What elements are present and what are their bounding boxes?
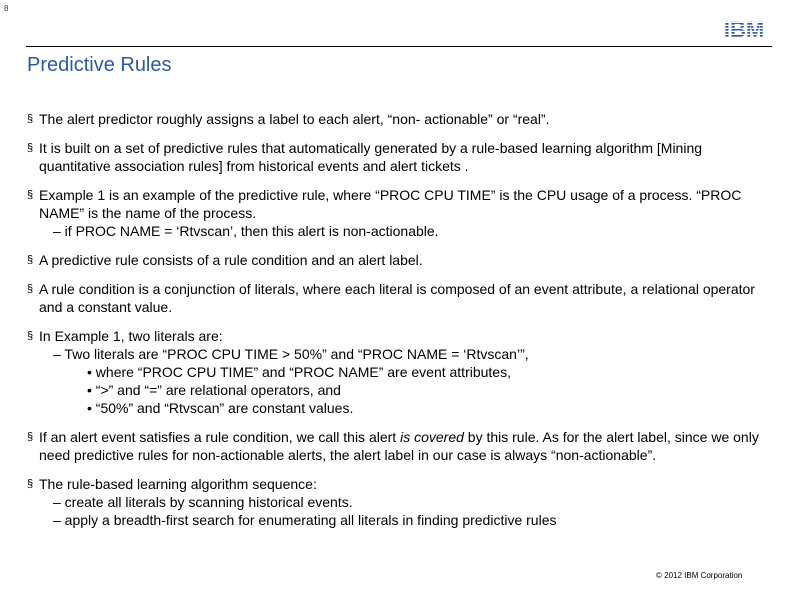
sub-item: – apply a breadth-first search for enumerating all literals in finding predictive rules xyxy=(53,512,557,528)
emphasis-text: is covered xyxy=(400,429,464,445)
sub-item: – Two literals are “PROC CPU TIME > 50%” and “PROC NAME = ‘Rtvscan’”, xyxy=(53,346,529,362)
bullet-1: § The alert predictor roughly assigns a label to each alert, “non- actionable” or “real”. xyxy=(27,110,772,128)
logo-text: IBM xyxy=(723,17,765,41)
bullet-8: § The rule-based learning algorithm sequence: – create all literals by scanning historical events. – apply a breadth-first search for enumerating all literals in finding predictive rules xyxy=(27,475,772,529)
bullet-7: § If an alert event satisfies a rule condition, we call this alert is covered by this rule. As for the alert label, since we only need predictive rules for non-actionable alerts, the alert label in our case is always “non-actionable”. xyxy=(27,428,772,464)
bullet-6: § In Example 1, two literals are: – Two literals are “PROC CPU TIME > 50%” and “PROC NAME = ‘Rtvscan’”, • where “PROC CPU TIME” and “PROC NAME” are event attributes, • “>” and “=” are relational operators, and • “50%” and “Rtvscan” are constant values. xyxy=(27,327,772,417)
sub-sub-item: • “50%” and “Rtvscan” are constant values. xyxy=(87,400,354,416)
bullet-4: § A predictive rule consists of a rule condition and an alert label. xyxy=(27,251,772,269)
bullet-3: § Example 1 is an example of the predictive rule, where “PROC CPU TIME” is the CPU usage of a process. “PROC NAME” is the name of the process. – if PROC NAME = ‘Rtvscan’, then this alert is non-actionable. xyxy=(27,186,772,240)
sub-item: – create all literals by scanning historical events. xyxy=(53,494,353,510)
sub-sub-item: • “>” and “=” are relational operators, and xyxy=(87,382,341,398)
slide-title: Predictive Rules xyxy=(27,54,172,76)
sub-item: – if PROC NAME = ‘Rtvscan’, then this alert is non-actionable. xyxy=(53,223,439,239)
ibm-logo xyxy=(716,17,772,41)
bullet-5: § A rule condition is a conjunction of literals, where each literal is composed of an event attribute, a relational operator and a constant value. xyxy=(27,280,772,316)
sub-sub-item: • where “PROC CPU TIME” and “PROC NAME” are event attributes, xyxy=(87,364,511,380)
header-divider xyxy=(26,46,772,47)
bullet-2: § It is built on a set of predictive rules that automatically generated by a rule-based learning algorithm [Mining quantitative association rules] from historical events and alert tickets . xyxy=(27,139,772,175)
copyright-footer: © 2012 IBM Corporation xyxy=(656,571,743,580)
slide-number: 8 xyxy=(4,4,9,13)
slide-body xyxy=(27,110,772,529)
